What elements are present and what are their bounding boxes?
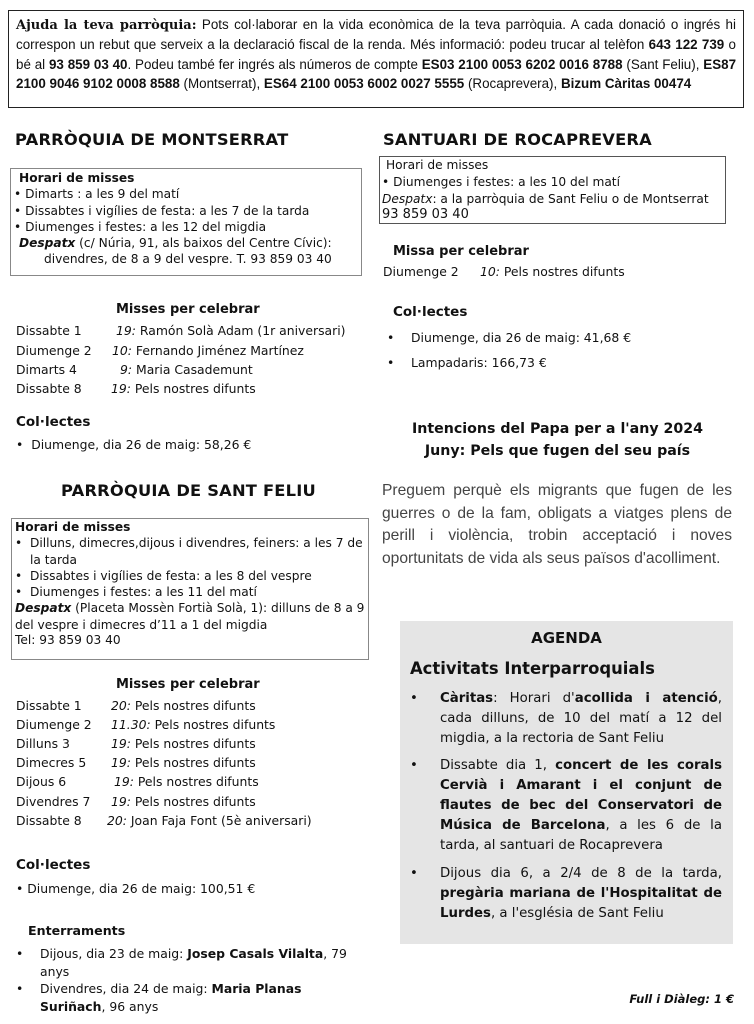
despatx-info: Despatx: a la parròquia de Sant Feliu o de Montserrat: [382, 192, 709, 206]
phone-2: 93 859 03 40: [48, 56, 128, 72]
despatx-hours: divendres, de 8 a 9 del vespre. T. 93 859 03 40: [44, 252, 332, 266]
schedule-item: • Dissabtes i vigílies de festa: a les 8 del vespre: [15, 569, 312, 583]
schedule-item: • Dilluns, dimecres,dijous i divendres, feiners: a les 7 de la tarda: [15, 536, 363, 567]
bizum-code: Bizum Càritas 00474: [560, 76, 692, 92]
sant-feliu-title: PARRÒQUIA DE SANT FELIU: [61, 481, 316, 500]
iban-rocaprevera: ES64 2100 0053 6002 0027 5555: [263, 76, 465, 92]
iban-sant-feliu: ES03 2100 0053 6202 0016 8788: [421, 56, 623, 72]
funeral-item: • Divendres, dia 24 de maig: Maria Planas Suriñach, 96 anys: [16, 981, 302, 1014]
schedule-item: • Diumenges i festes: a les 12 del migdia: [14, 219, 266, 236]
montserrat-collections-title: Col·lectes: [16, 414, 91, 430]
montserrat-masses-title: Misses per celebrar: [116, 302, 260, 317]
agenda-item: • Dissabte dia 1, concert de les corals Cervià i Amarant i el conjunt de flautes de bec del Conservatori de Música de Barcelona, a les 6 de la tarda, al santuari de Rocaprevera: [410, 758, 722, 853]
funerals-title: Enterraments: [28, 923, 126, 938]
sant-feliu-collections-title: Col·lectes: [16, 857, 91, 873]
donation-info-box: Ajuda la teva parròquia: Pots col·laborar en la vida econòmica de la teva parròquia. A cada donació o ingrés hi correspon un rebut que serveix a la declaració fiscal de la renda. Més informació: podeu trucar al telèfon 643 122 739 o bé al 93 859 03 40. Podeu també fer ingrés als números de compte ES03 2100 0053 6202 0016 8788 (Sant Feliu), ES87 2100 9046 9102 0008 8588 (Montserrat), ES64 2100 0053 6002 0027 5555 (Rocaprevera), Bizum Càritas 00474: [8, 10, 744, 108]
schedule-title: Horari de misses: [15, 520, 131, 534]
rocaprevera-title: SANTUARI DE ROCAPREVERA: [383, 130, 652, 149]
agenda-box: [400, 621, 733, 944]
collection-item: • Diumenge, dia 26 de maig: 58,26 €: [16, 437, 252, 452]
rocaprevera-masses-title: Missa per celebrar: [393, 244, 529, 259]
rocaprevera-schedule-box: [379, 156, 726, 224]
sant-feliu-masses-title: Misses per celebrar: [116, 677, 260, 692]
phone-1: 643 122 739: [648, 37, 725, 53]
rocaprevera-collections-title: Col·lectes: [393, 304, 468, 320]
collection-item: • Diumenge, dia 26 de maig: 100,51 €: [16, 881, 256, 896]
agenda-item: • Dijous dia 6, a 2/4 de 8 de la tarda, pregària mariana de l'Hospitalitat de Lurdes, a l'església de Sant Feliu: [410, 866, 722, 921]
agenda-title: AGENDA: [531, 629, 602, 647]
iban-montserrat: ES87 2100 9046 9102 0008 8588: [16, 56, 737, 92]
schedule-title: Horari de misses: [19, 171, 135, 185]
price-footer: Full i Diàleg: 1 €: [629, 992, 734, 1006]
phone: Tel: 93 859 03 40: [15, 633, 121, 647]
schedule-item: • Diumenges i festes: a les 11 del matí: [15, 585, 257, 599]
schedule-item: • Dimarts : a les 9 del matí: [14, 186, 179, 203]
montserrat-title: PARRÒQUIA DE MONTSERRAT: [15, 130, 289, 149]
montserrat-schedule-box: [10, 168, 362, 276]
schedule-title: Horari de misses: [386, 158, 489, 172]
schedule-item: • Diumenges i festes: a les 10 del matí: [382, 174, 620, 191]
agenda-item: • Càritas: Horari d'acollida i atenció, cada dilluns, de 10 del matí a 12 del migdia, a la rectoria de Sant Feliu: [410, 691, 722, 746]
donation-lead: Ajuda la teva parròquia:: [16, 18, 197, 33]
despatx-info: Despatx (c/ Núria, 91, als baixos del Centre Cívic):: [19, 236, 332, 250]
funeral-item: • Dijous, dia 23 de maig: Josep Casals Vilalta, 79 anys: [16, 946, 347, 979]
sant-feliu-schedule-box: [11, 518, 369, 660]
phone: 93 859 03 40: [382, 207, 469, 222]
agenda-subtitle: Activitats Interparroquials: [410, 659, 655, 678]
schedule-item: • Dissabtes i vigílies de festa: a les 7 de la tarda: [14, 203, 309, 220]
papa-intention-text: Preguem perquè els migrants que fugen de les guerres o de la fam, obligats a viatges plens de perill i violència, trobin acceptació i noves oportunitats de vida als seus països d'acolliment.: [382, 482, 732, 567]
papa-intentions-title: Intencions del Papa per a l'any 2024 Juny: Pels que fugen del seu país: [411, 421, 703, 459]
collection-item: • Diumenge, dia 26 de maig: 41,68 €: [387, 330, 632, 345]
despatx-info: Despatx (Placeta Mossèn Fortià Solà, 1): dilluns de 8 a 9 del vespre i dimecres d’11 a 1 del migdia: [15, 601, 365, 632]
collection-item: • Lampadaris: 166,73 €: [387, 355, 547, 370]
